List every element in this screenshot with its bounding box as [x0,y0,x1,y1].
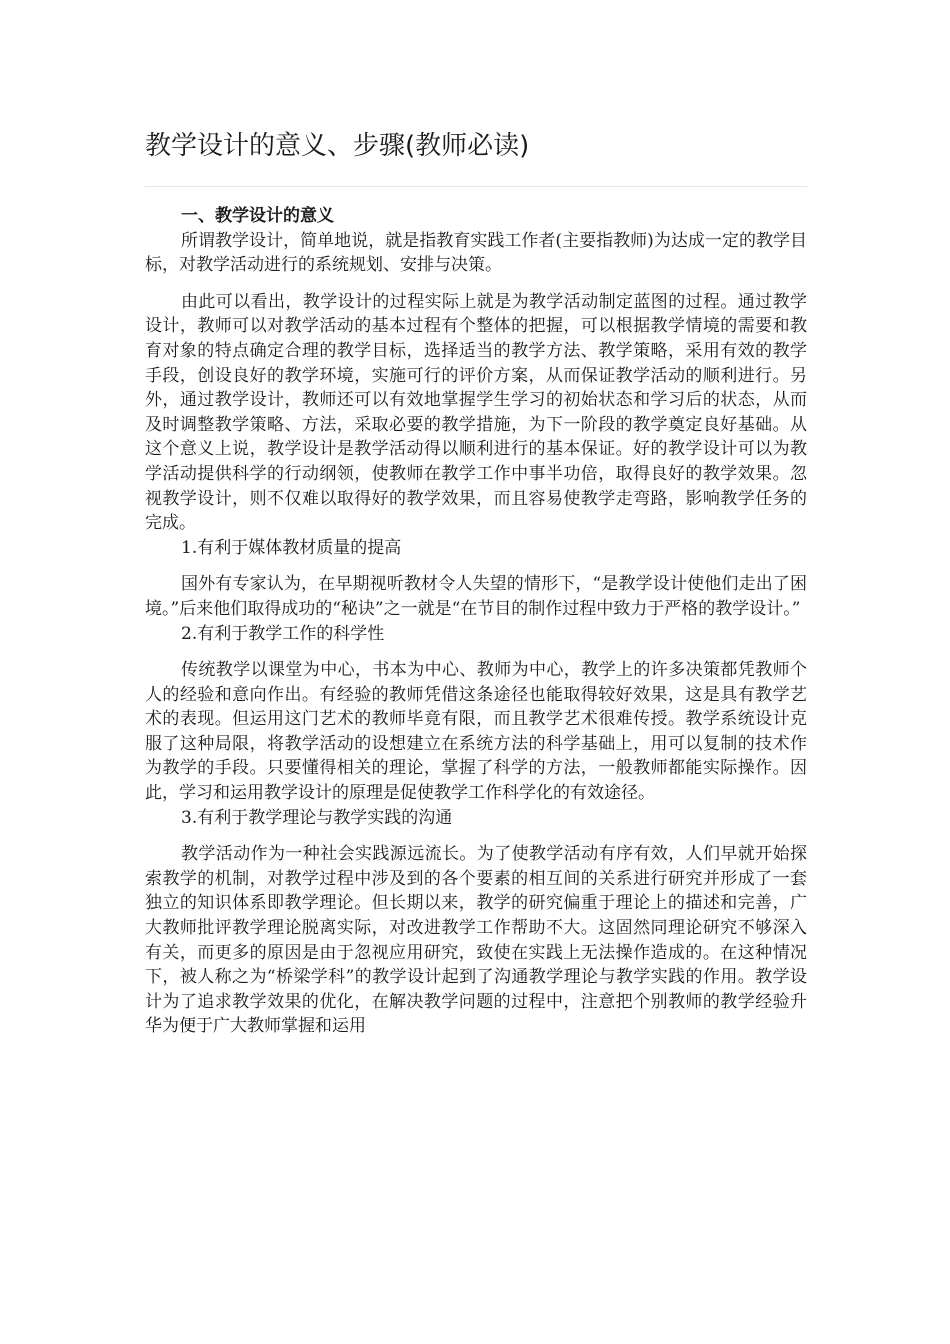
subheading-scientific: 2.有利于教学工作的科学性 [181,623,385,644]
paragraph-definition: 所谓教学设计，简单地说，就是指教育实践工作者(主要指教师)为达成一定的教学目标，对教学活动进行的系统规划、安排与决策。 [145,230,807,276]
section-heading: 一、教学设计的意义 [181,206,334,226]
subheading-theory-practice: 3.有利于教学理论与教学实践的沟通 [181,807,453,828]
subheading-media: 1.有利于媒体教材质量的提高 [181,537,402,558]
paragraph-scientific: 传统教学以课堂为中心，书本为中心、教师为中心，教学上的许多决策都凭教师个人的经验和意向作出。有经验的教师凭借这条途径也能取得较好效果，这是具有教学艺术的表现。但运用这门艺术的教师毕竟有限，而且教学艺术很难传授。教学系统设计克服了这种局限，将教学活动的设想建立在系统方法的科学基础上，用可以复制的技术作为教学的手段。只要懂得相关的理论，掌握了科学的方法，一般教师都能实际操作。因此，学习和运用教学设计的原理是促使教学工作科学化的有效途径。 [145,660,807,804]
document-body [145,204,807,1039]
document-title: 教学设计的意义、步骤(教师必读) [145,131,530,161]
paragraph-theory-practice: 教学活动作为一种社会实践源远流长。为了使教学活动有序有效，人们早就开始探索教学的机制，对教学过程中涉及到的各个要素的相互间的关系进行研究并形成了一套独立的知识体系即教学理论。但长期以来，教学的研究偏重于理论上的描述和完善，广大教师批评教学理论脱离实际，对改进教学工作帮助不大。这固然同理论研究不够深入有关，而更多的原因是由于忽视应用研究，致使在实践上无法操作造成的。在这种情况下，被人称之为“桥梁学科”的教学设计起到了沟通教学理论与教学实践的作用。教学设计为了追求教学效果的优化，在解决教学问题的过程中，注意把个别教师的教学经验升华为便于广大教师掌握和运用 [145,844,807,1037]
title-divider [145,186,807,187]
paragraph-media: 国外有专家认为，在早期视听教材令人失望的情形下，“是教学设计使他们走出了困境。”后来他们取得成功的“秘诀”之一就是“在节目的制作过程中致力于严格的教学设计。” [145,574,807,619]
paragraph-process: 由此可以看出，教学设计的过程实际上就是为教学活动制定蓝图的过程。通过教学设计，教师可以对教学活动的基本过程有个整体的把握，可以根据教学情境的需要和教育对象的特点确定合理的教学目标，选择适当的教学方法、教学策略，采用有效的教学手段，创设良好的教学环境，实施可行的评价方案，从而保证教学活动的顺利进行。另外，通过教学设计，教师还可以有效地掌握学生学习的初始状态和学习后的状态，从而及时调整教学策略、方法，采取必要的教学措施，为下一阶段的教学奠定良好基础。从这个意义上说，教学设计是教学活动得以顺利进行的基本保证。好的教学设计可以为教学活动提供科学的行动纲领，使教师在教学工作中事半功倍，取得良好的教学效果。忽视教学设计，则不仅难以取得好的教学效果，而且容易使教学走弯路，影响教学任务的完成。 [145,291,807,534]
